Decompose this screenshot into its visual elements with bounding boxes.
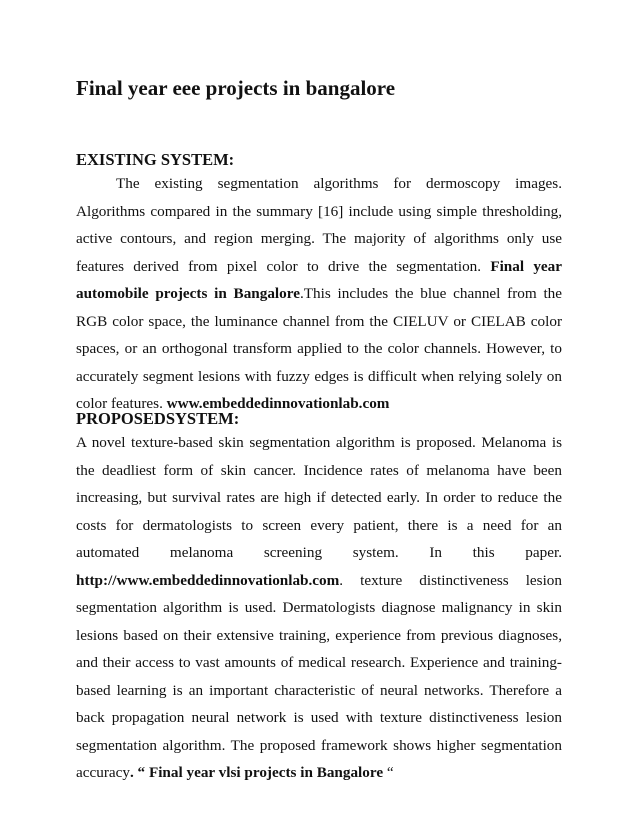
proposed-system-paragraph [76,429,562,787]
existing-system-heading: EXISTING SYSTEM: [76,150,235,169]
existing-text-1: The existing segmentation algorithms for dermoscopy images. Algorithms compared in the summary [16] include using simple thresholding, active contours, and region merging. The majority of algorithms only use features derived from pixel color to drive the segmentation. [76,175,562,275]
existing-system-paragraph [76,170,562,418]
page-title: Final year eee projects in bangalore [76,76,396,100]
proposed-end-quote: “ [386,764,394,781]
proposed-website-link[interactable]: http://www.embeddedinnovationlab.com [76,571,340,589]
proposed-bold-keyword: . “ Final year vlsi projects in Bangalore [129,764,387,781]
proposed-text-1: A novel texture-based skin segmentation algorithm is proposed. Melanoma is the deadliest form of skin cancer. Incidence rates of melanoma have been increasing, but survival rates are high if detected early. In order to reduce the costs for dermatologists to screen every patient, there is a need for an automated melanoma screening system. In this paper. [76,434,562,561]
existing-text-2: .This includes the blue channel from the RGB color space, the luminance channel from the CIELUV or CIELAB color spaces, or an orthogonal transform applied to the color channels. However, to accurately segment lesions with fuzzy edges is difficult when relying solely on color features. [76,285,563,412]
proposed-text-2: . texture distinctiveness lesion segmentation algorithm is used. Dermatologists diagnose malignancy in skin lesions based on their extensive training, experience from previous diagnoses, and their access to vast amounts of medical research. Experience and training-based learning is an important characteristic of neural networks. Therefore a back propagation neural network is used with texture distinctiveness lesion segmentation algorithm. The proposed framework shows higher segmentation accuracy [76,571,562,781]
existing-bold-keyword: Final year automobile projects in Bangalore [76,257,562,302]
proposed-system-heading: PROPOSEDSYSTEM: [76,409,240,428]
existing-website-link[interactable]: www.embeddedinnovationlab.com [166,395,390,412]
